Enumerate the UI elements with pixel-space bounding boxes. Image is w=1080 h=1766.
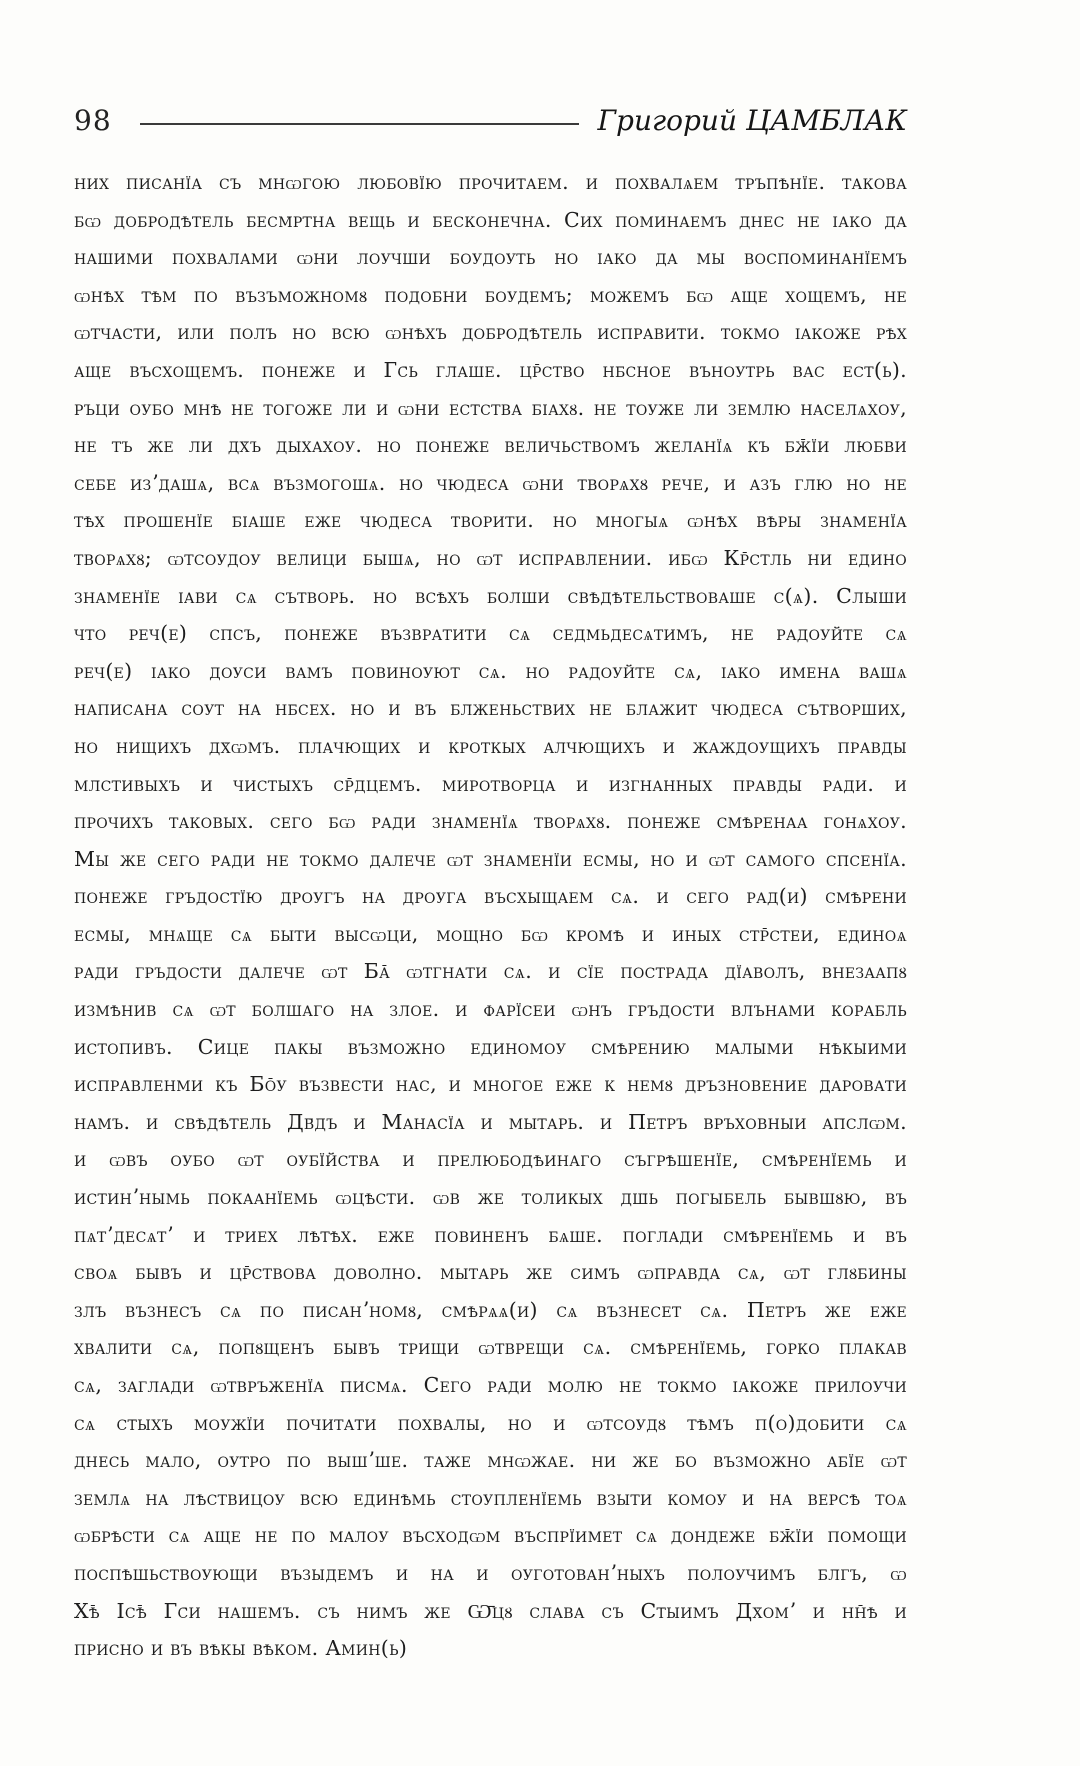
text-line: себе изʼдашѧ, всѧ възмогошѧ. но чюдеса ѡни творѧхȣ рече, и азъ гл̄ю но не bbox=[74, 470, 907, 495]
text-line: намъ. и свѣдѣтель Дв̄дъ и Манасїа и мытарь. и Петръ връховныи ап̄слѡм. bbox=[74, 1109, 907, 1134]
header-rule bbox=[140, 123, 580, 125]
text-line: истопивъ. Сице пакы възможно единомоу смѣрению малыми нѣкыими bbox=[74, 1034, 907, 1059]
text-line: них писанїа съ мнѡгою любовїю прочитаем. и похвалѧем тръпѣнїе. такова bbox=[74, 170, 907, 194]
text-line: хвалити сѧ, попȣщенъ бывъ трищи ѡтврещи сѧ. смѣренїемь, горко плакав bbox=[74, 1335, 907, 1360]
text-line: сѧ ст̄ыхъ моужїи почитати похвалы, но и ѡтсоудȣ тѣмъ п(о)добити сѧ bbox=[74, 1410, 907, 1435]
page-header bbox=[74, 104, 907, 137]
text-line: что реч(е) сп̄съ, понеже възвратити сѧ седмьдесѧтимъ, не радоуйте сѧ bbox=[74, 621, 907, 646]
text-line: но нищихъ дх̄ѡмъ. плачющих и кроткых алчющихъ и жаждоущихъ правды bbox=[74, 733, 907, 758]
text-line: знаменїе іави сѧ сътворь. но всѣхъ болши свѣдѣтельствоваше с(ѧ). Слыши bbox=[74, 583, 907, 608]
text-line: Хѣ̄ Ісѣ̄ Гс̄и нашемъ. съ нимъ же Ѡ̄цȣ слава съ Ст̄ыимъ Дх̄омʼ и нн̄ѣ и bbox=[74, 1598, 907, 1623]
text-line: аще въсхощемъ. понеже и Гс̄ь гл̄аше. цр̄ство нб̄сное въноутрь вас ест(ь). bbox=[74, 357, 907, 382]
text-line: исправленми къ Бо̄у възвести нас, и многое еже к немȣ дръзновение даровати bbox=[74, 1072, 907, 1097]
header-author: Григорий ЦАМБЛАК bbox=[597, 104, 907, 137]
text-line: своѧ бывъ и цр̄ствова доволно. мытарь же симъ ѡправда сѧ, ѡт глȣбины bbox=[74, 1260, 907, 1285]
text-line: ѡбрѣсти сѧ аще не по малоу въсходѡм въспрїимет сѧ дондеже бж̄їи помощи bbox=[74, 1523, 907, 1548]
text-line: есмы, мнѧще сѧ быти высѡци, мощно бѡ кромѣ и иных стр̄стеи, единоѧ bbox=[74, 921, 907, 946]
text-line: реч(е) іако доуси вамъ повиноуют сѧ. но радоуйте сѧ, іако имена вашѧ bbox=[74, 658, 907, 683]
text-line: творѧхȣ; ѡтсоудоу велици бышѧ, но ѡт исправлении. ибѡ Кр̄стль ни едино bbox=[74, 545, 907, 570]
page-number: 98 bbox=[74, 104, 112, 137]
text-line: ѡнѣх тѣм по възъможномȣ подобни боудемъ; можемъ бѡ аще хощемъ, не bbox=[74, 282, 907, 307]
text-line: ради гръдости далече ѡт Ба̄ ѡтгнати сѧ. и сїе пострада дїаволъ, внезаапȣ bbox=[74, 959, 907, 984]
text-line: ѡтчасти, или полъ но всю ѡнѣхъ добродѣтель исправити. токмо іакоже рѣх bbox=[74, 320, 907, 345]
text-line: измѣнив сѧ ѡт болшаго на злое. и фарїсеи ѡнъ гръдости влънами корабль bbox=[74, 997, 907, 1022]
text-line: и ѡвъ оубо ѡт оубїйства и прелюбодѣинаго съгрѣшенїе, смѣренїемь и bbox=[74, 1147, 907, 1172]
text-line: нашими похвалами ѡни лоучши боудоуть но іако да мы воспоминанїемъ bbox=[74, 245, 907, 270]
text-line: землѧ на лѣствицоу всю единѣмь стоупленїемь взыти комоу и на версѣ тоѧ bbox=[74, 1485, 907, 1510]
text-line: понеже гръдостїю дроугъ на дроуга въсхыщаем сѧ. и сего рад(и) смѣрени bbox=[74, 884, 907, 909]
text-line: злъ възнесъ сѧ по писанʼномȣ, смѣрѧѧ(и) сѧ възнесет сѧ. Петръ же еже bbox=[74, 1297, 907, 1322]
body-text bbox=[74, 164, 907, 1668]
text-line: истинʼнымь покаанїемь ѡцѣсти. ѡв же толикых дш̄ь погыбель бывшȣю, въ bbox=[74, 1185, 907, 1210]
text-line: поспѣшьствоующи възыдемъ и на и оуготованʼныхъ полоучимъ бл̄гъ, ѡ bbox=[74, 1560, 907, 1585]
text-line: прочихъ таковых. сего бѡ ради знаменїѧ творѧхȣ. понеже смѣренаа гонѧхоу. bbox=[74, 809, 907, 834]
text-line: сѧ, заглади ѡтвръженїа писмѧ. Сего ради молю не токмо іакоже прилоучи bbox=[74, 1373, 907, 1397]
text-line: пѧтʼдесѧтʼ и триех лѣтѣх. еже повиненъ бѧше. поглади смѣренїемь и въ bbox=[74, 1222, 907, 1247]
text-line: ръци оубо мнѣ не тогоже ли и ѡни ест̄ства біахȣ. не тоуже ли землю населѧхоу, bbox=[74, 395, 907, 420]
text-line: мл̄стивыхъ и чистыхъ ср̄дцемъ. миротворца и изгнанных правды ради. и bbox=[74, 771, 907, 796]
text-line: написана соут на нб̄сех. но и въ бл̄женьствих не блажит чюдеса сътворших, bbox=[74, 696, 907, 721]
text-line: не тъ же ли дх̄ъ дыхахоу. но понеже величьствомъ желанїѧ къ бж̄їи любви bbox=[74, 433, 907, 458]
text-line: тѣх прошенїе біаше еже чюдеса творити. но многыѧ ѡнѣх вѣры знаменїа bbox=[74, 508, 907, 533]
text-line: бѡ добродѣтель бесм̄ртна вещь и бесконечна. Сих поминаемъ днес не іако да bbox=[74, 207, 907, 232]
text-line: Мы же сего ради не токмо далече ѡт знаменїи есмы, но и ѡт самого сп̄сенїа. bbox=[74, 846, 907, 871]
text-line: присно и въ вѣкы вѣком. Амин(ь) bbox=[74, 1636, 408, 1661]
text-line: днесь мало, оутро по вышʼше. таже мнѡжае. ни же бо възможно абїе ѡт bbox=[74, 1448, 907, 1473]
